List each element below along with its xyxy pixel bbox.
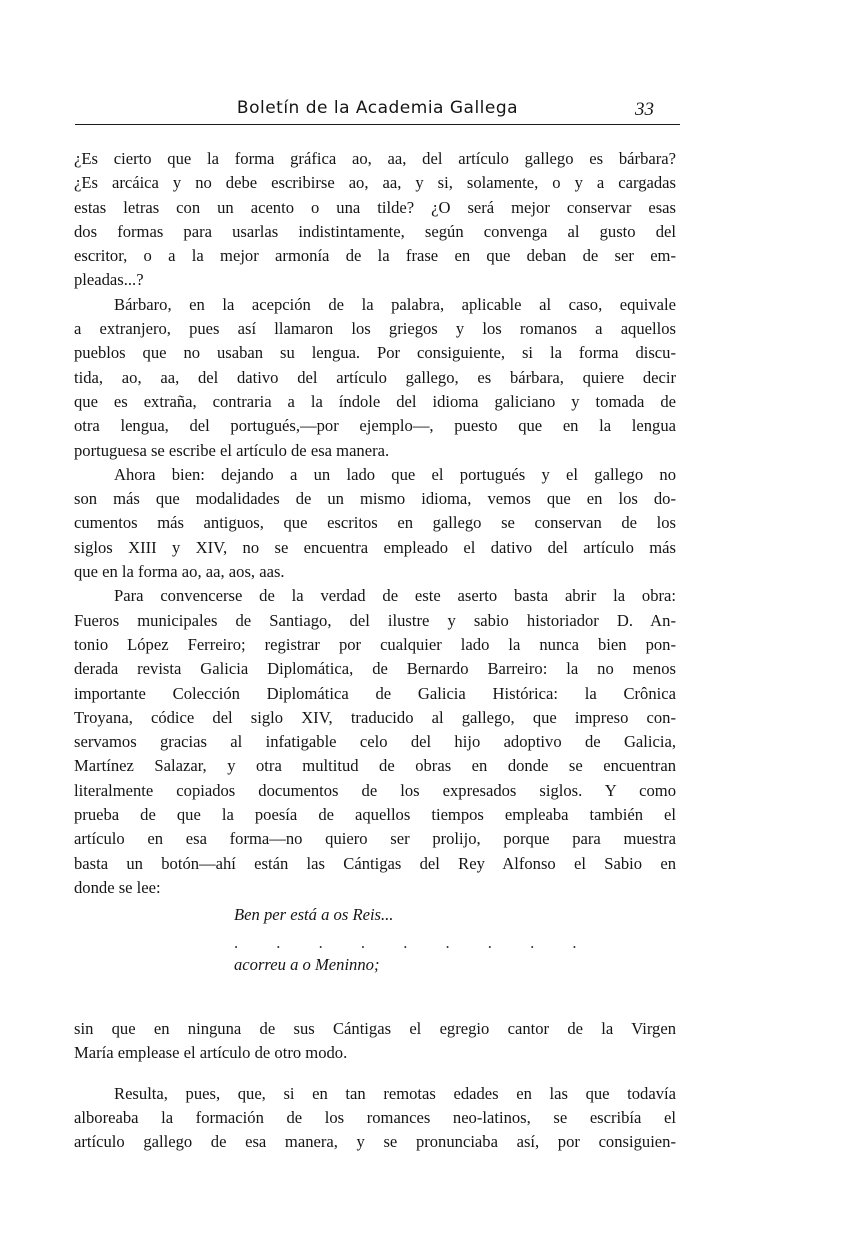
text-line: Fueros municipales de Santiago, del ilustre y sabio historiador D. An- <box>74 610 676 630</box>
text-line: a extranjero, pues así llamaron los griegos y los romanos a aquellos <box>74 319 676 339</box>
page-number: 33 <box>635 99 654 120</box>
text-line: tida, ao, aa, del dativo del artículo gallego, es bárbara, quiere decir <box>74 367 676 387</box>
main-text <box>74 147 676 900</box>
text-line: que en la forma ao, aa, aos, aas. <box>74 562 285 582</box>
paragraph-1 <box>74 147 676 293</box>
text-line: servamos gracias al infatigable celo del hijo adoptivo de Galicia, <box>74 732 676 752</box>
text-line: pleadas...? <box>74 270 144 290</box>
verse-ellipsis: . . . . . . . . . <box>234 933 594 952</box>
verse-text: acorreu a o Meninno; <box>234 955 380 974</box>
text-line: dos formas para usarlas indistintamente, según convenga al gusto del <box>74 221 676 241</box>
paragraph-6 <box>74 1082 676 1155</box>
text-line: alboreaba la formación de los romances neo-latinos, se escribía el <box>74 1108 676 1128</box>
text-line: Resulta, pues, que, si en tan remotas edades en las que todavía <box>114 1083 676 1103</box>
text-line: que es extraña, contraria a la índole del idioma galiciano y tomada de <box>74 391 676 411</box>
text-line: Para convencerse de la verdad de este aserto basta abrir la obra: <box>114 586 676 606</box>
text-line: sin que en ninguna de sus Cántigas el egregio cantor de la Virgen <box>74 1018 676 1038</box>
text-line: Troyana, códice del siglo XIV, traducido al gallego, que impreso con- <box>74 707 676 727</box>
text-line: ¿Es cierto que la forma gráfica ao, aa, del artículo gallego es bárbara? <box>74 149 676 168</box>
text-line: cumentos más antiguos, que escritos en gallego se conservan de los <box>74 513 676 533</box>
text-line: artículo en esa forma—no quiero ser prolijo, porque para muestra <box>74 829 676 849</box>
paragraph-2 <box>74 293 676 463</box>
text-line: son más que modalidades de un mismo idioma, vemos que en los do- <box>74 489 676 509</box>
paragraph-4 <box>74 584 676 900</box>
verse-line-1 <box>234 905 393 925</box>
text-line: prueba de que la poesía de aquellos tiempos empleaba también el <box>74 805 676 825</box>
text-line: Martínez Salazar, y otra multitud de obras en donde se encuentran <box>74 756 676 776</box>
text-line: pueblos que no usaban su lengua. Por consiguiente, si la forma discu- <box>74 343 676 363</box>
running-title: Boletín de la Academia Gallega <box>236 98 519 118</box>
text-line: portuguesa se escribe el artículo de esa manera. <box>74 440 390 460</box>
text-line: Bárbaro, en la acepción de la palabra, aplicable al caso, equivale <box>114 294 676 314</box>
text-line: María emplease el artículo de otro modo. <box>74 1042 348 1062</box>
text-line: importante Colección Diplomática de Galicia Histórica: la Crônica <box>74 683 676 703</box>
text-line: ¿Es arcáica y no debe escribirse ao, aa, y si, solamente, o y a cargadas <box>74 173 676 193</box>
text-line: literalmente copiados documentos de los expresados siglos. Y como <box>74 780 676 800</box>
text-line: siglos XIII y XIV, no se encuentra empleado el dativo del artículo más <box>74 537 676 557</box>
paragraph-5 <box>74 1017 676 1066</box>
paragraph-3 <box>74 463 676 584</box>
text-line: basta un botón—ahí están las Cántigas del Rey Alfonso el Sabio en <box>74 853 676 873</box>
text-line: tonio López Ferreiro; registrar por cualquier lado la nunca bien pon- <box>74 634 676 654</box>
text-line: otra lengua, del portugués,—por ejemplo—, puesto que en la lengua <box>74 416 676 436</box>
verse-text: Ben per está a os Reis... <box>234 905 394 924</box>
text-line: escritor, o a la mejor armonía de la frase en que deban de ser em- <box>74 246 676 266</box>
running-header <box>75 98 680 125</box>
text-line: derada revista Galicia Diplomática, de Bernardo Barreiro: la no menos <box>74 659 676 679</box>
text-line: donde se lee: <box>74 877 161 897</box>
text-line: artículo gallego de esa manera, y se pronunciaba así, por consiguien- <box>74 1132 676 1152</box>
text-line: Ahora bien: dejando a un lado que el portugués y el gallego no <box>114 464 676 484</box>
main-text-continued <box>74 1000 676 1171</box>
verse-line-2 <box>234 955 379 975</box>
text-line: estas letras con un acento o una tilde? ¿O será mejor conservar esas <box>74 197 676 217</box>
